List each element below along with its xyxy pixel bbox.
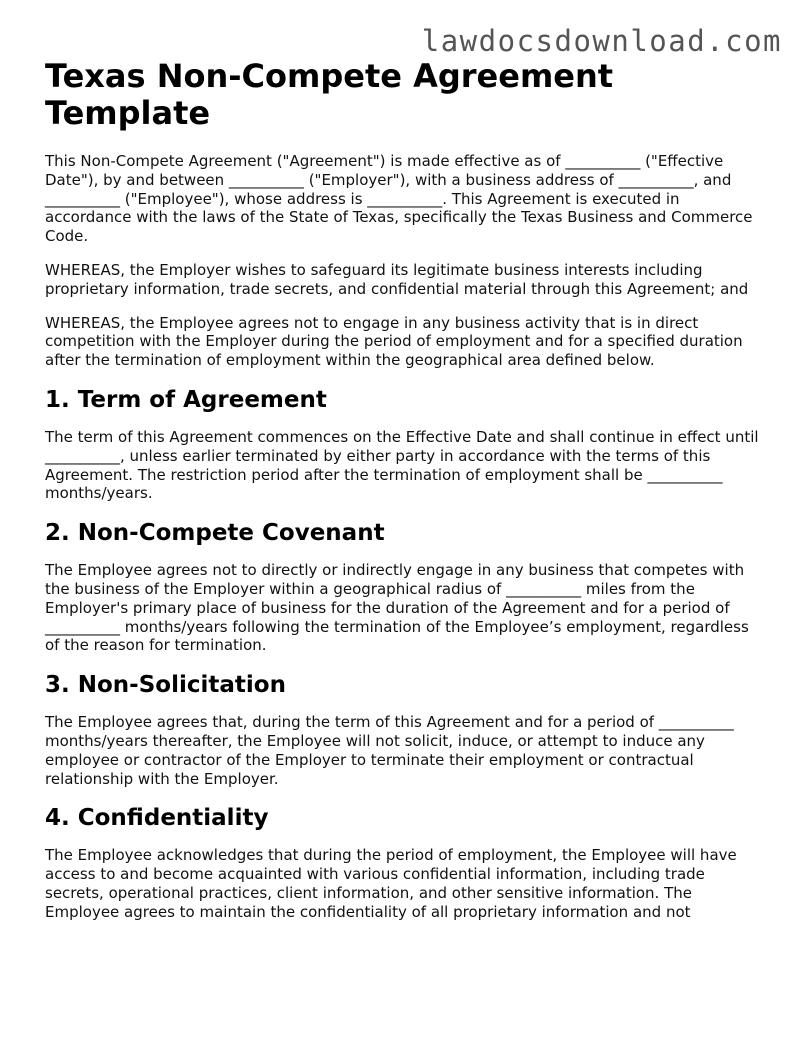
watermark: lawdocsdownload.com [421, 24, 782, 58]
section-body-non-compete: The Employee agrees not to directly or indirectly engage in any business that competes with the business of the Employer within a geographical radius of __________ miles from the Employer's primary place of business for the duration of the Agreement and for a period of __________ months/years following the termination of the Employee’s employment, regardless of the reason for termination. [45, 561, 749, 655]
section-body-confidentiality: The Employee acknowledges that during the period of employment, the Employee will have access to and become acquainted with various confidential information, including trade secrets, operational practices, client information, and other sensitive information. The Employee agrees to maintain the confidentiality of all proprietary information and not [45, 846, 737, 921]
document-title: Texas Non-Compete Agreement Template [45, 57, 614, 132]
whereas-paragraph-2: WHEREAS, the Employee agrees not to engage in any business activity that is in direct competition with the Employer during the period of employment and for a specified duration after the termination of employment within the geographical area defined below. [45, 313, 743, 370]
section-body-non-solicitation: The Employee agrees that, during the term of this Agreement and for a period of __________ months/years thereafter, the Employee will not solicit, induce, or attempt to induce any employee or contractor of the Employer to terminate their employment or contractual relationship with the Employer. [45, 713, 734, 788]
section-heading-non-compete: 2. Non-Compete Covenant [45, 520, 385, 547]
intro-paragraph: This Non-Compete Agreement ("Agreement") is made effective as of __________ ("Effective Date"), by and between __________ ("Employer"), with a business address of __________, and __________ ("Employee"), whose address is __________. This Agreement is executed in accordance with the laws of the State of Texas, specifically the Texas Business and Commerce Code. [45, 152, 753, 246]
section-heading-term: 1. Term of Agreement [45, 386, 327, 413]
document-body [45, 58, 765, 937]
section-heading-non-solicitation: 3. Non-Solicitation [45, 672, 286, 699]
whereas-paragraph-1: WHEREAS, the Employer wishes to safeguard its legitimate business interests including proprietary information, trade secrets, and confidential material through this Agreement; and [45, 260, 749, 298]
section-body-term: The term of this Agreement commences on the Effective Date and shall continue in effect until __________, unless earlier terminated by either party in accordance with the terms of this Agreement. The restriction period after the termination of employment shall be __________ months/years. [45, 427, 759, 503]
section-heading-confidentiality: 4. Confidentiality [45, 805, 269, 832]
